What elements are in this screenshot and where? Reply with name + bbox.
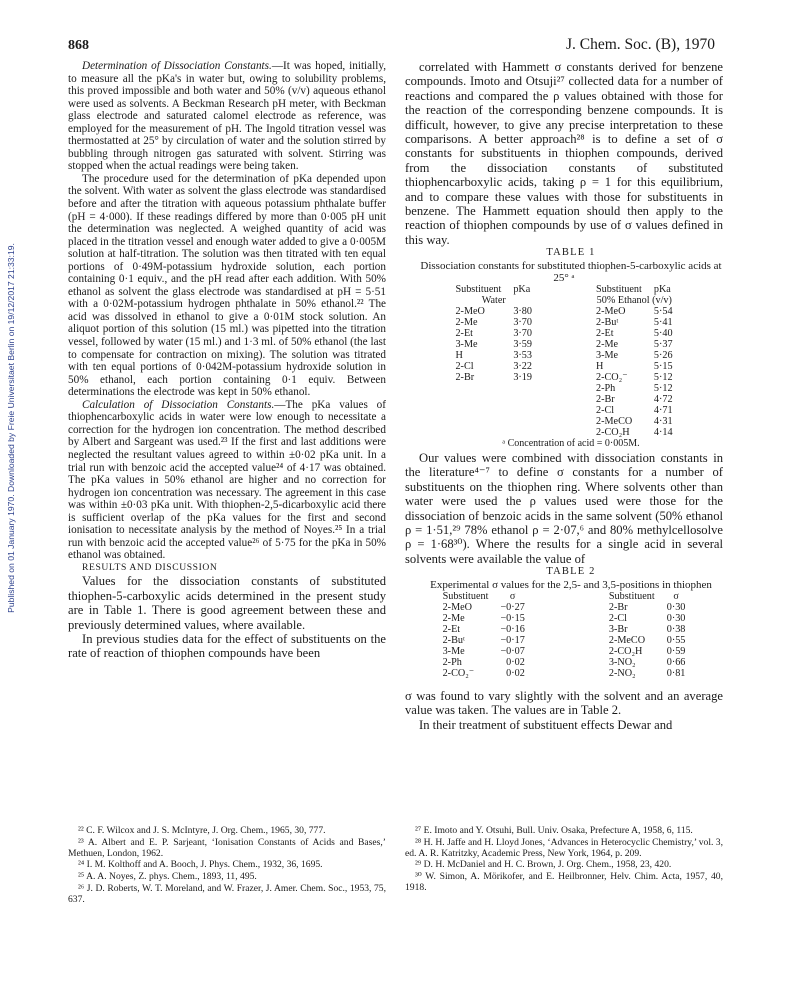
value-cell: 4·71 — [653, 405, 673, 417]
footnotes-right — [405, 826, 723, 895]
paragraph-results: Values for the dissociation constants of substituted thiophen-5-carboxylic acids determined in the present study are in Table 1. There is good agreement between these and previously determined values, where available. — [68, 574, 386, 632]
paragraph-text: —It was hoped, initially, to measure all the pKa's in water but, owing to solubility problems, this proved impossible and both water and 50% (v/v) aqueous ethanol were used as solvents. A Beckman Research pH meter, with Beckman glass electrode and saturated calomel electrode as reference, was employed for the measurement of pH. The Ingold titration vessel was thermostatted at 25° by circulation of water and the solution stirred by bubbling through nitrogen gas saturated with solvent. Stirring was stopped when the actual readings were being taken. — [68, 60, 386, 173]
footnote: ²² C. F. Wilcox and J. S. McIntyre, J. Org. Chem., 1965, 30, 777. — [78, 825, 326, 836]
substituent-cell: 2-Cl — [608, 613, 627, 625]
run-in-heading: Determination of Dissociation Constants. — [82, 60, 272, 72]
value-cell: 0·02 — [506, 657, 525, 669]
col-header: Substituent — [455, 284, 502, 296]
substituent-cell: 3-Me — [442, 646, 465, 658]
footnote: ³⁰ W. Simon, A. Mörikofer, and E. Heilbronner, Helv. Chim. Acta, 1957, 40, 1918. — [405, 871, 723, 893]
substituent-cell: 2-Buᵗ — [442, 635, 465, 647]
paragraph-our-values: Our values were combined with dissociation constants in the literature⁴⁻⁷ to define σ constants for a number of substituents on the thiophen ring. Where solvents other than water were used the ρ values used were those for the dissociation of benzoic acids in the same solvent (50% ethanol ρ = 1·51,²⁹ 78% ethanol ρ = 2·07,⁶ and 80% methylcellosolve ρ = 1·68³⁰). Where the results for a single acid in several solvents were available the value of — [405, 450, 723, 566]
run-in-heading: Calculation of Dissociation Constants. — [82, 398, 275, 411]
value-cell: 0·02 — [506, 668, 525, 680]
substituent-cell: 2-Me — [596, 339, 619, 351]
table-1 — [405, 247, 723, 451]
footnote: ²⁹ D. H. McDaniel and H. C. Brown, J. Org. Chem., 1958, 23, 420. — [415, 859, 672, 871]
download-watermark — [2, 148, 20, 708]
table-row — [437, 602, 692, 613]
value-cell: 0·55 — [666, 635, 686, 647]
value-cell: 0·81 — [666, 668, 686, 680]
col-header: Substituent — [442, 591, 489, 603]
paragraph-hammett: correlated with Hammett σ constants derived for benzene compounds. Imoto and Otsuji²⁷ collected data for a number of reactions and compared the ρ values obtained with those for the reaction of the corresponding benzene compounds. It is difficult, however, to give any precise interpretation to these comparisons. A better approach²⁸ is to define a set of σ constants for substituents in thiophen compounds, derived from the dissociation constants of substituted thiophencarboxylic acids, taking ρ = 1 for this equilibrium, and to compare these values with those for substituents in benzene. The Hammett equation should then apply to the reaction of thiophen compounds by use of σ values defined in this way. — [405, 60, 723, 247]
value-cell: −0·16 — [500, 624, 525, 636]
table-row — [437, 624, 692, 635]
footnote: ²⁶ J. D. Roberts, W. T. Moreland, and W. Frazer, J. Amer. Chem. Soc., 1953, 75, 637. — [68, 882, 386, 905]
substituent-cell: 2-NO₂ — [608, 668, 636, 680]
substituent-cell: 3-Br — [608, 624, 628, 636]
table-2-grid — [437, 591, 692, 679]
substituent-cell: 2-Buᵗ — [596, 317, 619, 329]
value-cell: 4·14 — [653, 427, 673, 439]
table-row — [437, 668, 692, 679]
substituent-cell: 2-Br — [596, 394, 615, 406]
value-cell: 3·80 — [513, 306, 532, 318]
footnote: ²⁴ I. M. Kolthoff and A. Booch, J. Phys. Chem., 1932, 36, 1695. — [78, 859, 323, 871]
substituent-cell: 2-Et — [442, 624, 461, 636]
table-row — [437, 635, 692, 646]
col-header: pKa — [653, 284, 671, 296]
substituent-cell: 2-Br — [455, 372, 475, 384]
value-cell: −0·07 — [500, 646, 525, 658]
value-cell: 5·41 — [653, 317, 673, 329]
value-cell: −0·15 — [500, 613, 525, 625]
value-cell: 3·70 — [513, 317, 532, 329]
value-cell: 0·38 — [666, 624, 686, 636]
substituent-cell: 2-Et — [596, 328, 614, 340]
section-heading: RESULTS AND DISCUSSION — [82, 561, 218, 573]
value-cell: 3·59 — [513, 339, 532, 351]
value-cell: 0·30 — [666, 602, 686, 614]
table-1-caption: Dissociation constants for substituted thiophen-5-carboxylic acids at 25° ᵃ — [420, 259, 722, 285]
table-2-label: TABLE 2 — [546, 566, 596, 578]
group-header-water: Water — [481, 295, 506, 307]
value-cell: 4·31 — [653, 416, 673, 428]
value-cell: 5·54 — [653, 306, 673, 318]
table-row — [449, 394, 678, 405]
substituent-cell: 2-Et — [455, 328, 473, 340]
footnote: ²⁵ A. A. Noyes, Z. phys. Chem., 1893, 11, 495. — [78, 871, 257, 883]
footnote: ²³ A. Albert and E. P. Sarjeant, ‘Ionisation Constants of Acids and Bases,’ Methuen, London, 1962. — [68, 836, 386, 859]
right-column — [405, 60, 723, 732]
substituent-cell: 2-Ph — [596, 383, 616, 395]
table-row — [449, 383, 678, 394]
substituent-cell: 2-CO₂H — [596, 427, 630, 439]
table-row — [449, 350, 678, 361]
journal-header: J. Chem. Soc. (B), 1970 — [566, 36, 715, 53]
paragraph-calculation — [68, 399, 386, 562]
col-header: pKa — [513, 284, 531, 296]
substituent-cell: 2-MeO — [596, 306, 626, 318]
substituent-cell: H — [455, 350, 463, 362]
page-number: 868 — [68, 38, 89, 53]
value-cell: 5·12 — [653, 372, 673, 384]
substituent-cell: 2-Me — [442, 613, 465, 625]
table-1-footnote: ᵃ Concentration of acid = 0·005M. — [502, 438, 640, 450]
table-row — [449, 361, 678, 372]
value-cell: 4·72 — [653, 394, 673, 406]
left-column — [68, 60, 386, 661]
value-cell: 0·66 — [666, 657, 686, 669]
table-2 — [405, 566, 723, 679]
table-row — [449, 317, 678, 328]
table-1-label: TABLE 1 — [546, 247, 596, 259]
value-cell: 3·53 — [513, 350, 532, 362]
group-header-ethanol: 50% Ethanol (v/v) — [596, 295, 672, 307]
value-cell: 3·22 — [513, 361, 532, 373]
value-cell: 0·59 — [666, 646, 686, 658]
table-row — [437, 646, 692, 657]
value-cell: 3·70 — [513, 328, 532, 340]
table-1-grid — [449, 284, 678, 438]
substituent-cell: 3-Me — [455, 339, 478, 351]
substituent-cell: H — [596, 361, 604, 373]
substituent-cell: 2-MeO — [455, 306, 485, 318]
download-watermark-text: Published on 01 January 1970. Downloaded by Freie Universitaet Berlin on 19/12/2017 21:33:19. — [6, 243, 16, 613]
value-cell: 3·19 — [513, 372, 532, 384]
paragraph-previous-studies: In previous studies data for the effect of substituents on the rate of reaction of thiophen compounds have been — [68, 632, 386, 661]
substituent-cell: 2-CO₂H — [608, 646, 643, 658]
paragraph-sigma-variation: σ was found to vary slightly with the solvent and an average value was taken. The values are in Table 2. — [405, 689, 723, 718]
col-header: Substituent — [608, 591, 655, 603]
substituent-cell: 2-Ph — [442, 657, 462, 669]
paragraph-determination — [68, 60, 386, 173]
substituent-cell: 2-Cl — [455, 361, 474, 373]
substituent-cell: 2-Cl — [596, 405, 615, 417]
paragraph-procedure: The procedure used for the determination of pKa depended upon the solvent. With water as solvent the glass electrode was standardised before and after the titration with aqueous potassium phthalate buffer (pH = 4·000). If these readings differed by more than 0·005 pH unit the determination was neglected. A weighed quantity of acid was placed in the titration vessel and enough water added to give a 0·005M solution at half-titration. The solution was then titrated with ten equal portions of 0·49M-potassium hydroxide solution, each portion containing 0·1 equiv., and the pH read after each addition. With 50% ethanol as solvent the glass electrode was standardised at pH = 5·51 with a 0·02M-potassium hydrogen phthalate in 50% ethanol.²² The acid was dissolved in ethanol to give a 0·01M stock solution. An aliquot portion of this solution (15 ml.) was pipetted into the titration vessel, followed by water (15 ml.) and 1·3 ml. of 50% ethanol (the last to compensate for contraction on mixing). The solution was titrated with ten equal portions of 0·042M-potassium hydroxide solution in 50% ethanol, each portion containing 0·1 equiv. Between determinations the electrode was kept in 50% ethanol. — [68, 172, 386, 399]
paragraph-text: —The pKa values of thiophencarboxylic acids in water were low enough to necessitate a correction for the hydrogen ion concentration. The method described by Albert and Sargeant was used.²³ If the first and last additions were neglected the resultant values agreed to within ±0·02 pKa unit. In a trial run with benzoic acid the accepted value²⁴ of 4·17 was obtained. The pKa values in 50% ethanol are higher and no correction for hydrogen ion concentration was necessary. The agreement in this case was within ±0·03 pKa unit. With thiophen-2,5-dicarboxylic acid there is sufficient overlap of the pKa values for the first and second ionisation to necessitate analysis by the method of Noyes.²⁵ In a trial run with benzoic acid the accepted value²⁶ of 5·75 for the pKa in 50% ethanol was obtained. — [68, 398, 386, 562]
value-cell: 5·26 — [653, 350, 673, 362]
table-row — [437, 657, 692, 668]
value-cell: 5·15 — [653, 361, 673, 373]
substituent-cell: 3-Me — [596, 350, 619, 362]
table-row — [449, 405, 678, 416]
value-cell: −0·27 — [500, 602, 525, 614]
table-row — [449, 306, 678, 317]
paragraph-dewar: In their treatment of substituent effects Dewar and — [419, 717, 673, 732]
substituent-cell: 2-MeCO — [596, 416, 633, 428]
value-cell: −0·17 — [500, 635, 525, 647]
value-cell: 5·40 — [653, 328, 673, 340]
footnote: ²⁷ E. Imoto and Y. Otsuhi, Bull. Univ. Osaka, Prefecture A, 1958, 6, 115. — [415, 825, 693, 836]
table-row — [449, 328, 678, 339]
col-header: σ — [509, 591, 516, 603]
footnotes-left — [68, 826, 386, 907]
substituent-cell: 3-NO₂ — [608, 657, 636, 669]
value-cell: 5·12 — [653, 383, 673, 395]
substituent-cell: 2-CO₂⁻ — [596, 372, 628, 384]
table-row — [449, 339, 678, 350]
substituent-cell: 2-MeO — [442, 602, 473, 614]
table-row — [449, 372, 678, 383]
value-cell: 5·37 — [653, 339, 673, 351]
table-row — [449, 427, 678, 438]
substituent-cell: 2-CO₂⁻ — [442, 668, 475, 680]
col-header: Substituent — [596, 284, 642, 296]
substituent-cell: 2-Me — [455, 317, 478, 329]
col-header: σ — [673, 591, 679, 603]
substituent-cell: 2-Br — [608, 602, 628, 614]
footnote: ²⁸ H. H. Jaffe and H. Lloyd Jones, ‘Advances in Heterocyclic Chemistry,’ vol. 3, ed. A. R. Katritzky, Academic Press, New York, 1964, p. 209. — [405, 836, 723, 859]
value-cell: 0·30 — [666, 613, 686, 625]
table-row — [449, 416, 678, 427]
substituent-cell: 2-MeCO — [608, 635, 646, 647]
table-2-caption: Experimental σ values for the 2,5- and 3,5-positions in thiophen — [430, 578, 712, 591]
table-row — [437, 613, 692, 624]
